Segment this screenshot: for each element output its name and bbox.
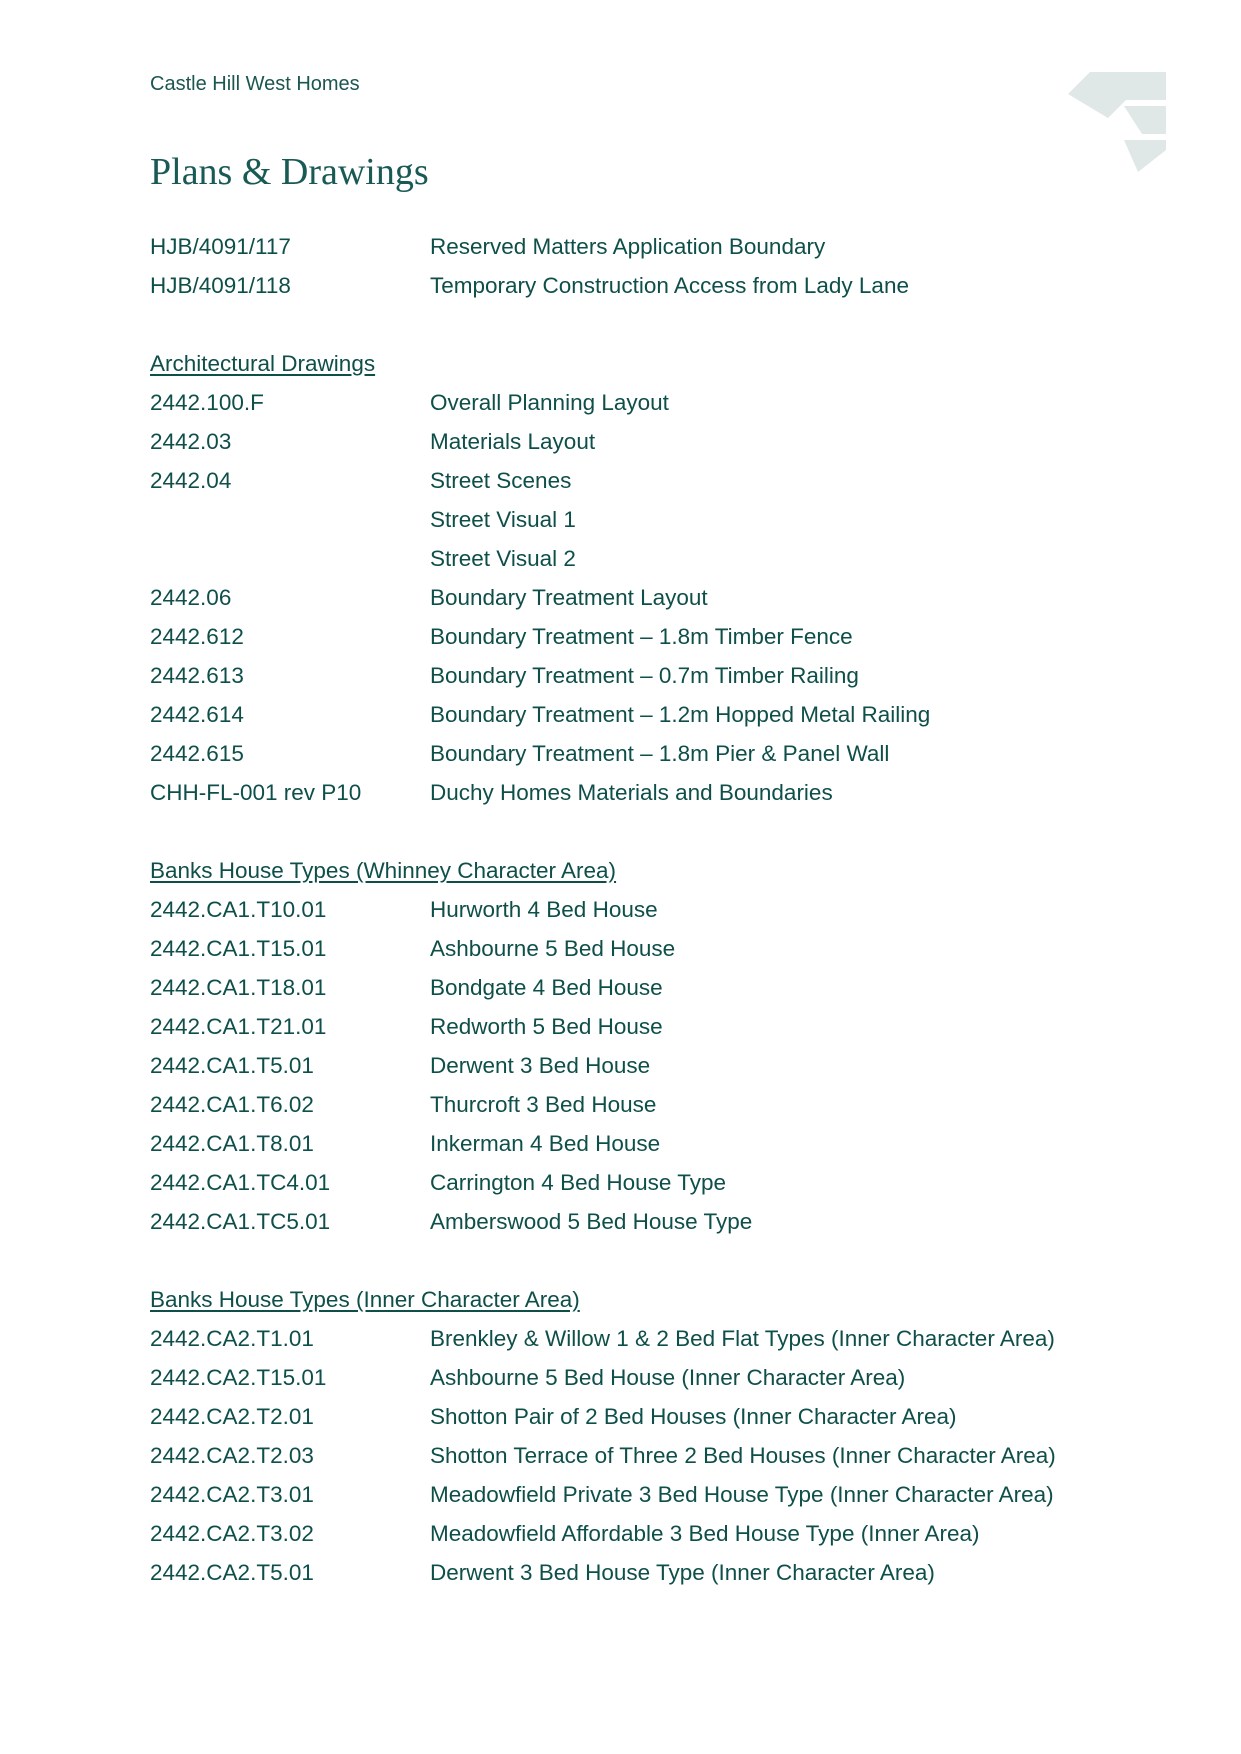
- drawing-title: Derwent 3 Bed House Type (Inner Character Area): [430, 1560, 935, 1585]
- drawing-number: 2442.CA1.T10.01: [150, 897, 327, 922]
- drawing-title: Ashbourne 5 Bed House: [430, 936, 676, 961]
- drawing-title: Amberswood 5 Bed House Type: [430, 1209, 753, 1234]
- drawing-title: Boundary Treatment – 1.8m Pier & Panel Wall: [430, 741, 890, 766]
- drawing-title: Street Visual 2: [430, 546, 576, 571]
- drawing-title: Ashbourne 5 Bed House (Inner Character Area): [430, 1365, 906, 1390]
- drawing-title: Derwent 3 Bed House: [430, 1053, 651, 1078]
- drawing-title: Boundary Treatment Layout: [430, 585, 708, 610]
- drawing-row: [150, 1319, 1161, 1358]
- drawing-row: [150, 266, 1161, 305]
- drawing-title: Brenkley & Willow 1 & 2 Bed Flat Types (Inner Character Area): [430, 1326, 1055, 1351]
- drawing-number: 2442.100.F: [150, 390, 264, 415]
- section-spacer: [150, 305, 1161, 344]
- drawing-row: [150, 1397, 1161, 1436]
- drawing-row: [150, 1163, 1161, 1202]
- drawing-row: [150, 539, 1161, 578]
- section-spacer: [150, 812, 1161, 851]
- drawing-row: [150, 1475, 1161, 1514]
- section-heading: Banks House Types (Inner Character Area): [150, 1287, 580, 1312]
- drawing-number: 2442.CA2.T5.01: [150, 1560, 314, 1585]
- drawing-row: [150, 773, 1161, 812]
- drawing-title: Materials Layout: [430, 429, 596, 454]
- drawing-row: [150, 1553, 1161, 1592]
- drawing-title: Shotton Terrace of Three 2 Bed Houses (Inner Character Area): [430, 1443, 1056, 1468]
- drawing-title: Overall Planning Layout: [430, 390, 669, 415]
- drawing-row: [150, 500, 1161, 539]
- drawing-row: [150, 929, 1161, 968]
- drawing-title: Hurworth 4 Bed House: [430, 897, 658, 922]
- drawing-row: [150, 422, 1161, 461]
- drawing-number: HJB/4091/117: [150, 234, 291, 259]
- drawing-row: [150, 695, 1161, 734]
- drawing-number: 2442.CA1.T5.01: [150, 1053, 314, 1078]
- drawing-number: 2442.CA2.T2.01: [150, 1404, 314, 1429]
- section-heading: Architectural Drawings: [150, 351, 376, 376]
- page-title: Plans & Drawings: [150, 151, 429, 193]
- drawings-list: [150, 227, 1161, 1592]
- drawing-number: 2442.CA2.T1.01: [150, 1326, 314, 1351]
- drawing-number: 2442.04: [150, 468, 232, 493]
- drawing-number: 2442.CA2.T15.01: [150, 1365, 327, 1390]
- drawing-number: HJB/4091/118: [150, 273, 291, 298]
- drawing-title: Shotton Pair of 2 Bed Houses (Inner Character Area): [430, 1404, 957, 1429]
- drawing-row: [150, 656, 1161, 695]
- drawing-number: 2442.615: [150, 741, 244, 766]
- drawing-number: 2442.03: [150, 429, 232, 454]
- drawing-number: 2442.CA1.TC4.01: [150, 1170, 331, 1195]
- drawing-row: [150, 968, 1161, 1007]
- drawing-row: [150, 1046, 1161, 1085]
- drawing-row: [150, 1358, 1161, 1397]
- drawing-title: Thurcroft 3 Bed House: [430, 1092, 657, 1117]
- drawing-row: [150, 461, 1161, 500]
- drawing-number: CHH-FL-001 rev P10: [150, 780, 362, 805]
- drawing-title: Street Visual 1: [430, 507, 576, 532]
- drawing-number: 2442.614: [150, 702, 244, 727]
- drawing-row: [150, 227, 1161, 266]
- drawing-row: [150, 1124, 1161, 1163]
- drawing-title: Reserved Matters Application Boundary: [430, 234, 826, 259]
- drawing-row: [150, 617, 1161, 656]
- drawing-number: 2442.CA2.T3.02: [150, 1521, 314, 1546]
- drawing-row: [150, 383, 1161, 422]
- drawing-row: [150, 1007, 1161, 1046]
- drawing-number: [150, 500, 430, 539]
- drawing-title: Meadowfield Private 3 Bed House Type (Inner Character Area): [430, 1482, 1054, 1507]
- drawing-row: [150, 1514, 1161, 1553]
- drawing-number: 2442.06: [150, 585, 232, 610]
- drawing-title: Bondgate 4 Bed House: [430, 975, 663, 1000]
- section-spacer: [150, 1241, 1161, 1280]
- drawing-number: [150, 539, 430, 578]
- section-heading: Banks House Types (Whinney Character Area): [150, 858, 617, 883]
- drawing-number: 2442.CA1.T15.01: [150, 936, 327, 961]
- drawing-number: 2442.CA1.T18.01: [150, 975, 327, 1000]
- drawing-row: [150, 890, 1161, 929]
- drawing-title: Carrington 4 Bed House Type: [430, 1170, 727, 1195]
- drawing-number: 2442.CA2.T3.01: [150, 1482, 314, 1507]
- drawing-row: [150, 1436, 1161, 1475]
- drawing-title: Meadowfield Affordable 3 Bed House Type (Inner Area): [430, 1521, 980, 1546]
- drawing-row: [150, 1085, 1161, 1124]
- drawing-title: Duchy Homes Materials and Boundaries: [430, 780, 833, 805]
- drawing-title: Boundary Treatment – 0.7m Timber Railing: [430, 663, 859, 688]
- drawing-row: [150, 734, 1161, 773]
- logo-shapes: [1068, 72, 1166, 172]
- drawing-number: 2442.CA1.T6.02: [150, 1092, 314, 1117]
- drawing-title: Boundary Treatment – 1.8m Timber Fence: [430, 624, 853, 649]
- drawing-row: [150, 578, 1161, 617]
- drawing-title: Temporary Construction Access from Lady Lane: [430, 273, 909, 298]
- drawing-title: Redworth 5 Bed House: [430, 1014, 663, 1039]
- drawing-number: 2442.CA1.TC5.01: [150, 1209, 331, 1234]
- drawing-number: 2442.CA2.T2.03: [150, 1443, 314, 1468]
- drawing-number: 2442.CA1.T21.01: [150, 1014, 327, 1039]
- drawing-title: Boundary Treatment – 1.2m Hopped Metal Railing: [430, 702, 931, 727]
- logo-icon: [1068, 72, 1166, 172]
- drawing-row: [150, 1202, 1161, 1241]
- org-name: Castle Hill West Homes: [150, 73, 360, 95]
- drawing-title: Street Scenes: [430, 468, 572, 493]
- drawing-title: Inkerman 4 Bed House: [430, 1131, 661, 1156]
- drawing-number: 2442.CA1.T8.01: [150, 1131, 314, 1156]
- drawing-number: 2442.612: [150, 624, 244, 649]
- drawing-number: 2442.613: [150, 663, 244, 688]
